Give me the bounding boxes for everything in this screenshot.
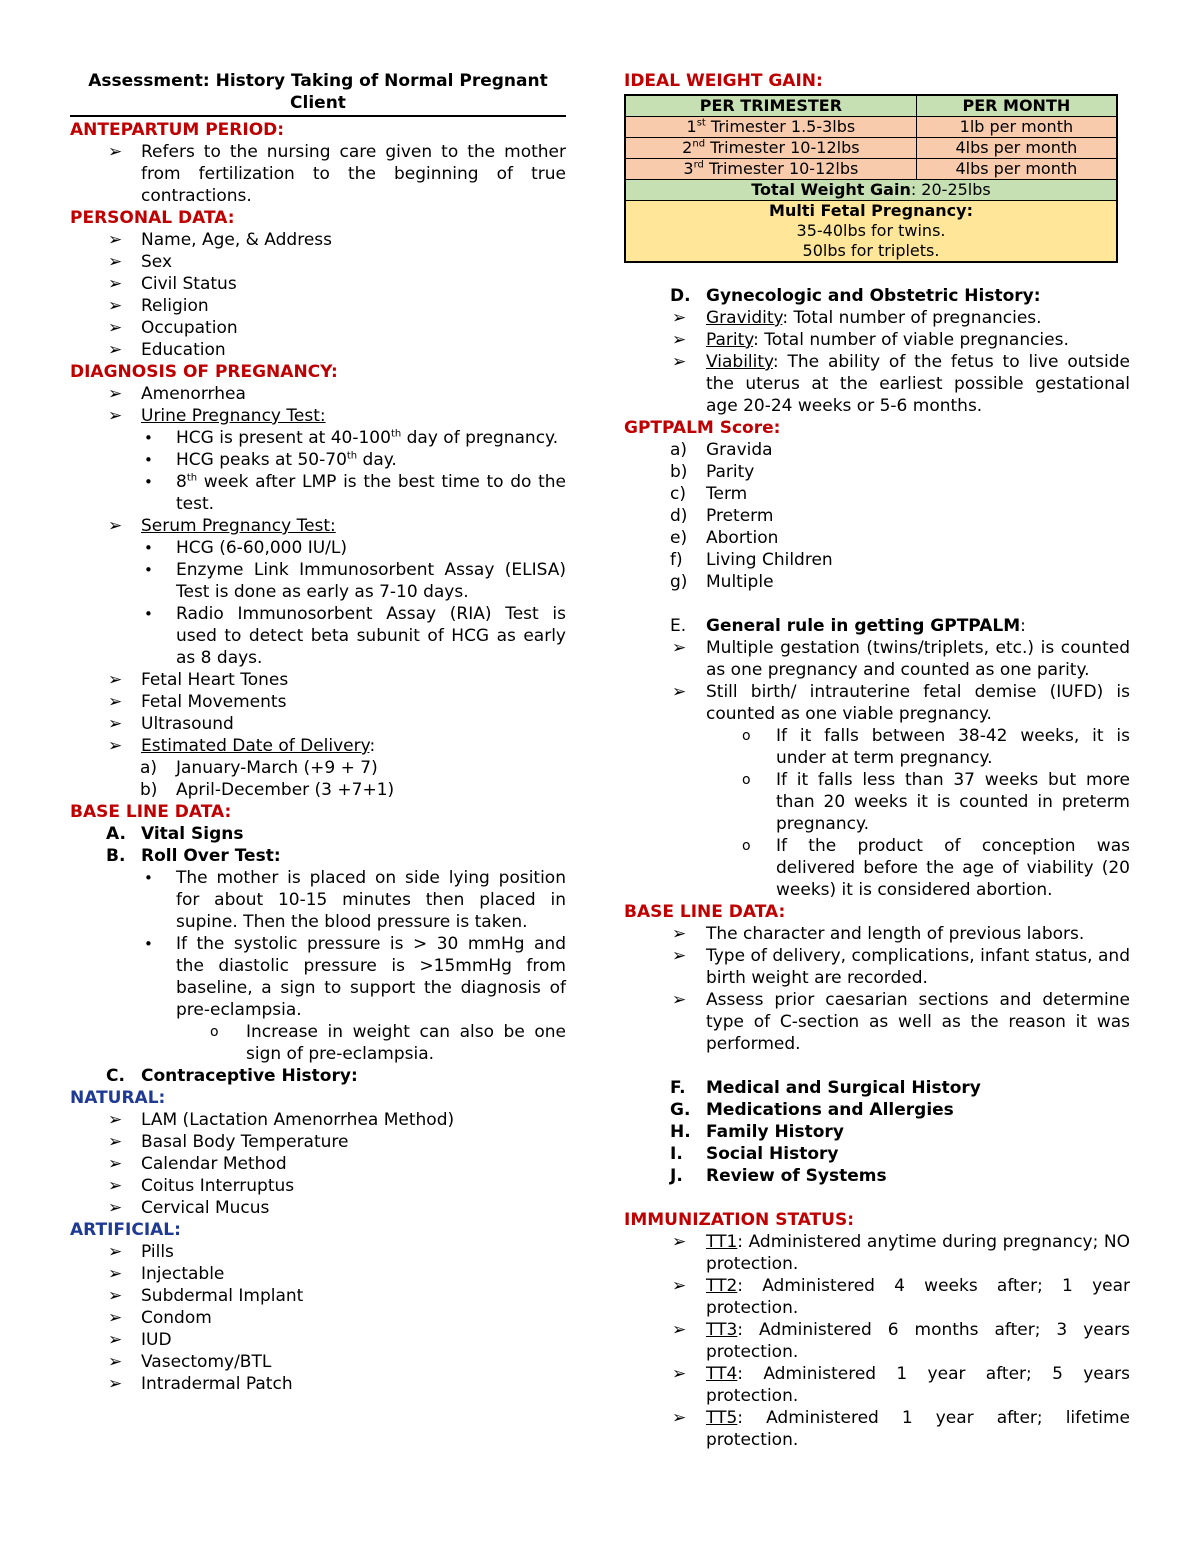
personal-data-list — [70, 229, 566, 361]
arrow-bullet-icon: ➢ — [108, 1132, 123, 1152]
artificial-heading: ARTIFICIAL: — [70, 1220, 181, 1240]
list-item: ➢ Viability: The ability of the fetus to live outside the uterus at the earliest possible gestational age 20-24 weeks or 5-6 months. — [672, 352, 1130, 416]
personal-data-heading: PERSONAL DATA: — [70, 208, 235, 228]
list-item: b) April-December (3 +7+1) — [140, 780, 395, 800]
arrow-bullet-icon: ➢ — [672, 1364, 687, 1384]
list-item: ➢ Ultrasound — [108, 714, 234, 734]
list-item: ➢ Education — [108, 340, 226, 360]
list-item: ➢ Type of delivery, complications, infant status, and birth weight are recorded. — [672, 946, 1130, 988]
section-heading: F. Medical and Surgical History — [670, 1078, 981, 1098]
baseline-heading: BASE LINE DATA: — [70, 802, 232, 822]
spacer — [624, 1187, 1130, 1209]
arrow-bullet-icon: ➢ — [108, 1330, 123, 1350]
list-item: ➢ TT1: Administered anytime during pregnancy; NO protection. — [672, 1232, 1130, 1274]
list-item: • HCG (6-60,000 IU/L) — [144, 538, 347, 558]
antepartum-heading: ANTEPARTUM PERIOD: — [70, 120, 285, 140]
list-item: ➢ Coitus Interruptus — [108, 1176, 295, 1196]
list-item: ➢ Civil Status — [108, 274, 237, 294]
arrow-bullet-icon: ➢ — [108, 230, 123, 250]
list-item: • HCG peaks at 50-70th day. — [144, 450, 397, 470]
ideal-weight-heading: IDEAL WEIGHT GAIN: — [624, 71, 823, 91]
list-item: ➢ Pills — [108, 1242, 174, 1262]
arrow-bullet-icon: ➢ — [672, 1276, 687, 1296]
arrow-bullet-icon: ➢ — [672, 990, 687, 1010]
bullet-icon: • — [144, 539, 153, 557]
bullet-icon: • — [144, 869, 153, 887]
list-item: ➢ Name, Age, & Address — [108, 230, 333, 250]
table-cell: 1lb per month — [916, 117, 1117, 138]
table-row — [625, 180, 1117, 201]
list-item: ➢ Subdermal Implant — [108, 1286, 304, 1306]
list-item: ➢ The character and length of previous labors. — [672, 924, 1085, 944]
list-item: ➢ Injectable — [108, 1264, 225, 1284]
table-header: PER TRIMESTER — [625, 95, 916, 117]
list-item: o If it falls between 38-42 weeks, it is under at term pregnancy. — [742, 726, 1130, 768]
list-item: o If it falls less than 37 weeks but more than 20 weeks it is counted in preterm pregnancy. — [742, 770, 1130, 834]
arrow-bullet-icon: ➢ — [108, 1176, 123, 1196]
arrow-bullet-icon: ➢ — [672, 308, 687, 328]
list-item: ➢ Basal Body Temperature — [108, 1132, 349, 1152]
arrow-bullet-icon: ➢ — [672, 682, 687, 702]
arrow-bullet-icon: ➢ — [108, 1154, 123, 1174]
list-item: o Increase in weight can also be one sign of pre-eclampsia. — [210, 1022, 566, 1064]
list-item: a) Gravida — [670, 440, 773, 460]
section-heading: I. Social History — [670, 1144, 839, 1164]
list-item: ➢ Fetal Heart Tones — [108, 670, 289, 690]
list-item: • The mother is placed on side lying position for about 10-15 minutes then placed in supine. Then the blood pressure is taken. — [144, 868, 566, 932]
arrow-bullet-icon: ➢ — [672, 924, 687, 944]
immunization-heading: IMMUNIZATION STATUS: — [624, 1210, 854, 1230]
multi-fetal-cell: Multi Fetal Pregnancy: 35-40lbs for twins. 50lbs for triplets. — [625, 201, 1117, 263]
gptpalm-heading: GPTPALM Score: — [624, 418, 781, 438]
list-item: ➢ Condom — [108, 1308, 212, 1328]
arrow-bullet-icon: ➢ — [108, 1242, 123, 1262]
list-item: ➢ Gravidity: Total number of pregnancies. — [672, 308, 1042, 328]
spacer — [624, 593, 1130, 615]
list-item: ➢ IUD — [108, 1330, 172, 1350]
bullet-icon: • — [144, 451, 153, 469]
list-item: ➢ Refers to the nursing care given to the mother from fertilization to the beginning of true contractions. — [108, 142, 566, 206]
arrow-bullet-icon: ➢ — [108, 714, 123, 734]
table-cell: 4lbs per month — [916, 138, 1117, 159]
list-item: ➢ Still birth/ intrauterine fetal demise (IUFD) is counted as one viable pregnancy. — [672, 682, 1130, 724]
table-cell: 3rd Trimester 10-12lbs — [625, 159, 916, 180]
list-item: a) January-March (+9 + 7) — [140, 758, 378, 778]
list-item: ➢ Vasectomy/BTL — [108, 1352, 272, 1372]
bullet-icon: • — [144, 935, 153, 953]
table-row — [625, 201, 1117, 263]
list-item: ➢ Cervical Mucus — [108, 1198, 270, 1218]
arrow-bullet-icon: ➢ — [108, 1308, 123, 1328]
list-item: • HCG is present at 40-100th day of pregnancy. — [144, 428, 559, 448]
baseline-heading: BASE LINE DATA: — [624, 902, 786, 922]
list-item: ➢ TT4: Administered 1 year after; 5 years protection. — [672, 1364, 1130, 1406]
table-row — [625, 159, 1117, 180]
list-item: ➢ LAM (Lactation Amenorrhea Method) — [108, 1110, 455, 1130]
bullet-icon: • — [144, 605, 153, 623]
arrow-bullet-icon: ➢ — [672, 1408, 687, 1428]
arrow-bullet-icon: ➢ — [108, 1198, 123, 1218]
section-heading: J. Review of Systems — [670, 1166, 887, 1186]
list-item: c) Term — [670, 484, 748, 504]
list-item: ➢ Multiple gestation (twins/triplets, etc.) is counted as one pregnancy and counted as one parity. — [672, 638, 1130, 680]
arrow-bullet-icon: ➢ — [672, 946, 687, 966]
arrow-bullet-icon: ➢ — [108, 1286, 123, 1306]
diagnosis-heading: DIAGNOSIS OF PREGNANCY: — [70, 362, 338, 382]
bullet-icon: • — [144, 429, 153, 447]
table-cell: 1st Trimester 1.5-3lbs — [625, 117, 916, 138]
bullet-icon: • — [144, 561, 153, 579]
arrow-bullet-icon: ➢ — [108, 670, 123, 690]
section-heading: G. Medications and Allergies — [670, 1100, 954, 1120]
arrow-bullet-icon: ➢ — [108, 274, 123, 294]
bullet-icon: • — [144, 473, 153, 491]
list-item: ➢ Parity: Total number of viable pregnancies. — [672, 330, 1069, 350]
table-row — [625, 138, 1117, 159]
section-heading: E. General rule in getting GPTPALM: — [670, 616, 1026, 636]
arrow-bullet-icon: ➢ — [672, 1232, 687, 1252]
spacer — [624, 263, 1130, 285]
arrow-bullet-icon: ➢ — [672, 330, 687, 350]
arrow-bullet-icon: ➢ — [108, 1374, 123, 1394]
arrow-bullet-icon: ➢ — [108, 296, 123, 316]
circle-bullet-icon: o — [210, 1024, 219, 1040]
arrow-bullet-icon: ➢ — [108, 736, 123, 756]
section-heading: B. Roll Over Test: — [106, 846, 281, 866]
list-item: ➢ Serum Pregnancy Test: — [108, 516, 336, 536]
arrow-bullet-icon: ➢ — [672, 638, 687, 658]
list-item: ➢ Amenorrhea — [108, 384, 246, 404]
list-item: ➢ TT3: Administered 6 months after; 3 years protection. — [672, 1320, 1130, 1362]
list-item: ➢ Occupation — [108, 318, 238, 338]
circle-bullet-icon: o — [742, 838, 751, 854]
list-item: • 8th week after LMP is the best time to do the test. — [144, 472, 566, 514]
table-row — [625, 117, 1117, 138]
circle-bullet-icon: o — [742, 728, 751, 744]
spacer — [624, 1055, 1130, 1077]
arrow-bullet-icon: ➢ — [672, 1320, 687, 1340]
list-item: ➢ Calendar Method — [108, 1154, 287, 1174]
arrow-bullet-icon: ➢ — [108, 406, 123, 426]
list-item: ➢ Urine Pregnancy Test: — [108, 406, 326, 426]
table-cell: 2nd Trimester 10-12lbs — [625, 138, 916, 159]
weight-gain-table — [624, 94, 1118, 263]
list-item: • Enzyme Link Immunosorbent Assay (ELISA) Test is done as early as 7-10 days. — [144, 560, 566, 602]
section-heading: C. Contraceptive History: — [106, 1066, 358, 1086]
list-item: ➢ Religion — [108, 296, 209, 316]
table-cell: 4lbs per month — [916, 159, 1117, 180]
section-heading: D. Gynecologic and Obstetric History: — [670, 286, 1041, 306]
list-item: g) Multiple — [670, 572, 774, 592]
arrow-bullet-icon: ➢ — [672, 352, 687, 372]
arrow-bullet-icon: ➢ — [108, 1352, 123, 1372]
list-item: ➢ Fetal Movements — [108, 692, 287, 712]
arrow-bullet-icon: ➢ — [108, 384, 123, 404]
list-item: ➢ Assess prior caesarian sections and determine type of C-section as well as the reason it was performed. — [672, 990, 1130, 1054]
natural-heading: NATURAL: — [70, 1088, 166, 1108]
table-row — [625, 95, 1117, 117]
arrow-bullet-icon: ➢ — [108, 252, 123, 272]
section-heading: A. Vital Signs — [106, 824, 244, 844]
list-item: • Radio Immunosorbent Assay (RIA) Test is used to detect beta subunit of HCG as early as 8 days. — [144, 604, 566, 668]
list-item: ➢ Intradermal Patch — [108, 1374, 293, 1394]
list-item: ➢ Sex — [108, 252, 173, 272]
list-item: ➢ TT5: Administered 1 year after; lifetime protection. — [672, 1408, 1130, 1450]
list-item: e) Abortion — [670, 528, 779, 548]
circle-bullet-icon: o — [742, 772, 751, 788]
list-item: d) Preterm — [670, 506, 774, 526]
section-heading: H. Family History — [670, 1122, 844, 1142]
document-title: Assessment: History Taking of Normal Pregnant Client — [70, 70, 566, 117]
arrow-bullet-icon: ➢ — [108, 1110, 123, 1130]
total-weight-cell: Total Weight Gain: 20-25lbs — [625, 180, 1117, 201]
table-header: PER MONTH — [916, 95, 1117, 117]
list-item: b) Parity — [670, 462, 755, 482]
left-column — [70, 70, 566, 1395]
list-item: ➢ Estimated Date of Delivery: — [108, 736, 376, 756]
arrow-bullet-icon: ➢ — [108, 142, 123, 162]
list-item: ➢ TT2: Administered 4 weeks after; 1 year protection. — [672, 1276, 1130, 1318]
list-item: f) Living Children — [670, 550, 833, 570]
list-item: • If the systolic pressure is > 30 mmHg and the diastolic pressure is >15mmHg from baseline, a sign to support the diagnosis of pre-eclampsia. — [144, 934, 566, 1020]
arrow-bullet-icon: ➢ — [108, 1264, 123, 1284]
arrow-bullet-icon: ➢ — [108, 340, 123, 360]
arrow-bullet-icon: ➢ — [108, 318, 123, 338]
arrow-bullet-icon: ➢ — [108, 516, 123, 536]
arrow-bullet-icon: ➢ — [108, 692, 123, 712]
right-column — [624, 70, 1130, 1451]
list-item: o If the product of conception was delivered before the age of viability (20 weeks) it is considered abortion. — [742, 836, 1130, 900]
